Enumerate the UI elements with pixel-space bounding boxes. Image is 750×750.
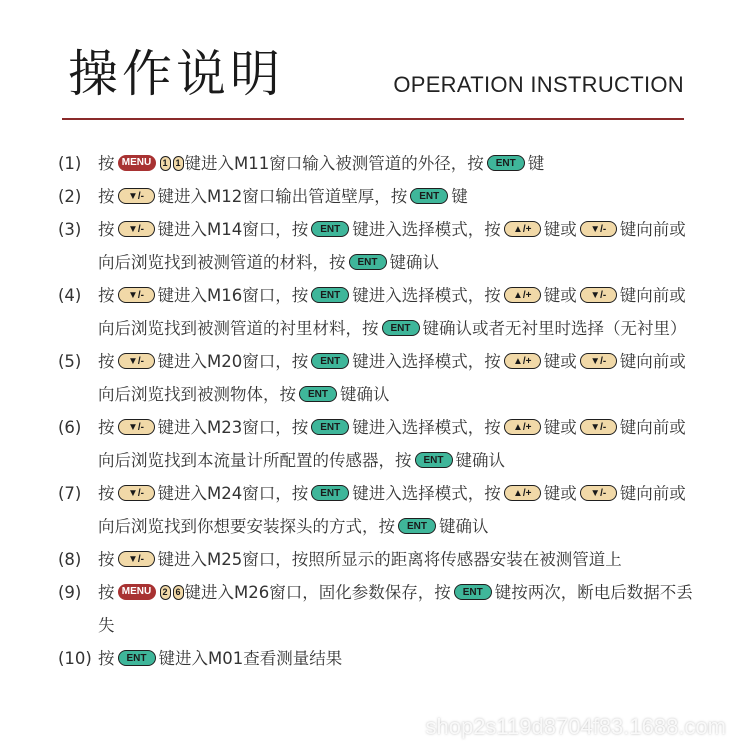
step-text-segment: 键向前或向后浏览找到你想要安装探头的方式，按 (98, 484, 686, 536)
menu-key-icon: MENU (118, 584, 156, 600)
step-text-segment: 键或 (543, 484, 577, 503)
step-text-segment: 键进入选择模式，按 (352, 484, 501, 503)
step-number: (6) (58, 418, 82, 437)
down-key-icon: ▼/- (118, 419, 155, 435)
up-key-icon: ▲/+ (504, 287, 541, 303)
step-text-segment: 键进入M01查看测量结果 (158, 649, 343, 668)
instruction-step (58, 576, 698, 642)
instruction-step (58, 147, 698, 180)
step-text-segment: 键按两次，断电后数据不丢失 (98, 583, 693, 635)
ent-key-icon: ENT (311, 419, 349, 435)
step-text-segment: 键 (451, 187, 468, 206)
ent-key-icon: ENT (118, 650, 156, 666)
step-text (98, 147, 698, 180)
step-text-segment: 键进入M26窗口，固化参数保存，按 (184, 583, 451, 602)
step-text-segment: 键进入M12窗口输出管道壁厚，按 (157, 187, 408, 206)
up-key-icon: ▲/+ (504, 221, 541, 237)
down-key-icon: ▼/- (118, 221, 155, 237)
step-text-segment: 按 (98, 583, 115, 602)
step-text (98, 345, 698, 411)
step-text (98, 642, 698, 675)
step-text-segment: 键进入M25窗口，按照所显示的距离将传感器安装在被测管道上 (157, 550, 622, 569)
step-text-segment: 键进入选择模式，按 (352, 418, 501, 437)
step-text (98, 213, 698, 279)
step-text-segment: 按 (98, 220, 115, 239)
instruction-step (58, 411, 698, 477)
step-number: (9) (58, 583, 82, 602)
down-key-icon: ▼/- (118, 551, 155, 567)
instruction-step (58, 279, 698, 345)
step-text-segment: 按 (98, 286, 115, 305)
digit-key-icon: 1 (173, 156, 184, 171)
ent-key-icon: ENT (410, 188, 448, 204)
up-key-icon: ▲/+ (504, 353, 541, 369)
down-key-icon: ▼/- (580, 287, 617, 303)
instruction-step (58, 642, 698, 675)
step-number: (3) (58, 220, 82, 239)
step-text-segment: 按 (98, 484, 115, 503)
ent-key-icon: ENT (454, 584, 492, 600)
step-text-segment: 键进入选择模式，按 (352, 286, 501, 305)
step-number: (7) (58, 484, 82, 503)
page-title: 操作说明 (68, 45, 284, 103)
step-text-segment: 键确认 (340, 385, 390, 404)
ent-key-icon: ENT (311, 353, 349, 369)
ent-key-icon: ENT (311, 485, 349, 501)
down-key-icon: ▼/- (580, 419, 617, 435)
instruction-step (58, 543, 698, 576)
step-text-segment: 键进入M11窗口输入被测管道的外径，按 (184, 154, 484, 173)
down-key-icon: ▼/- (118, 287, 155, 303)
step-text (98, 411, 698, 477)
down-key-icon: ▼/- (118, 485, 155, 501)
step-text-segment: 键进入M16窗口，按 (157, 286, 309, 305)
step-text-segment: 键向前或向后浏览找到被测管道的材料，按 (98, 220, 686, 272)
ent-key-icon: ENT (311, 287, 349, 303)
step-text-segment: 键或 (543, 352, 577, 371)
digit-key-icon: 6 (173, 585, 184, 600)
title-divider (62, 118, 684, 120)
down-key-icon: ▼/- (580, 221, 617, 237)
page-subtitle: OPERATION INSTRUCTION (393, 72, 684, 97)
step-text-segment: 键向前或向后浏览找到本流量计所配置的传感器，按 (98, 418, 686, 470)
instruction-list (58, 147, 698, 675)
instruction-step (58, 180, 698, 213)
ent-key-icon: ENT (398, 518, 436, 534)
down-key-icon: ▼/- (580, 485, 617, 501)
step-text (98, 543, 698, 576)
menu-key-icon: MENU (118, 155, 156, 171)
step-number: (1) (58, 154, 82, 173)
ent-key-icon: ENT (415, 452, 453, 468)
step-text-segment: 键进入选择模式，按 (352, 352, 501, 371)
step-text-segment: 键确认 (455, 451, 505, 470)
step-text-segment: 键进入M24窗口，按 (157, 484, 309, 503)
instruction-step (58, 345, 698, 411)
step-text-segment: 按 (98, 154, 115, 173)
step-text-segment: 键进入选择模式，按 (352, 220, 501, 239)
ent-key-icon: ENT (311, 221, 349, 237)
instruction-step (58, 213, 698, 279)
step-text-segment: 按 (98, 649, 115, 668)
step-text-segment: 按 (98, 418, 115, 437)
down-key-icon: ▼/- (118, 188, 155, 204)
step-text-segment: 按 (98, 352, 115, 371)
step-text (98, 576, 698, 642)
digit-key-icon: 2 (160, 585, 171, 600)
ent-key-icon: ENT (382, 320, 420, 336)
step-text (98, 279, 698, 345)
step-text-segment: 键 (527, 154, 545, 173)
instruction-step (58, 477, 698, 543)
step-text-segment: 键向前或向后浏览找到被测物体，按 (98, 352, 686, 404)
step-text (98, 477, 698, 543)
step-text-segment: 按 (98, 550, 115, 569)
step-number: (5) (58, 352, 82, 371)
up-key-icon: ▲/+ (504, 485, 541, 501)
ent-key-icon: ENT (299, 386, 337, 402)
step-text-segment: 键确认或者无衬里时选择（无衬里） (422, 319, 687, 338)
step-text-segment: 键进入M14窗口，按 (157, 220, 309, 239)
ent-key-icon: ENT (349, 254, 387, 270)
step-text-segment: 键向前或向后浏览找到被测管道的衬里材料，按 (98, 286, 686, 338)
step-text-segment: 键或 (543, 220, 577, 239)
step-text-segment: 键或 (543, 418, 577, 437)
step-number: (4) (58, 286, 82, 305)
step-text-segment: 键确认 (439, 517, 489, 536)
ent-key-icon: ENT (487, 155, 525, 171)
step-number: (8) (58, 550, 82, 569)
step-text (98, 180, 698, 213)
digit-key-icon: 1 (160, 156, 171, 171)
step-number: (10) (58, 649, 92, 668)
step-text-segment: 键或 (543, 286, 577, 305)
down-key-icon: ▼/- (118, 353, 155, 369)
step-text-segment: 键确认 (389, 253, 439, 272)
watermark: shop2s119d8704f83.1688.com (425, 714, 726, 739)
down-key-icon: ▼/- (580, 353, 617, 369)
step-text-segment: 键进入M23窗口，按 (157, 418, 309, 437)
step-number: (2) (58, 187, 82, 206)
up-key-icon: ▲/+ (504, 419, 541, 435)
step-text-segment: 键进入M20窗口，按 (157, 352, 309, 371)
step-text-segment: 按 (98, 187, 115, 206)
